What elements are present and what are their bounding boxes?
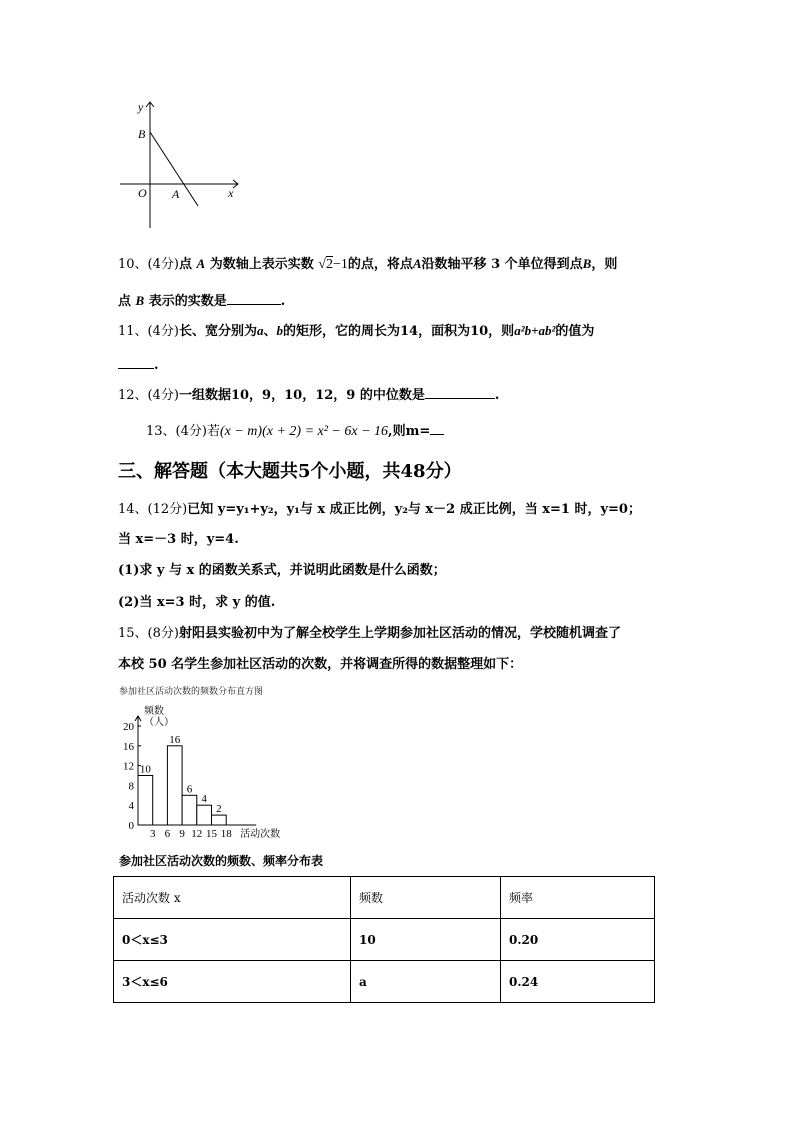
x-tick-label: 15 <box>206 828 217 840</box>
table-cell: 0.24 <box>501 961 655 1003</box>
table-cell: 0＜x≤3 <box>114 919 351 961</box>
table-row <box>114 961 655 1003</box>
y-tick-label: 20 <box>123 721 134 733</box>
frequency-histogram <box>115 700 325 845</box>
histogram-bar <box>197 805 212 825</box>
equation: (x − m)(x + 2) = x² − 6x − 16 <box>219 424 389 439</box>
x-tick-label: 18 <box>220 828 232 840</box>
question-14-part2: (2)当 x=3 时，求 y 的值. <box>118 595 276 610</box>
answer-blank-13[interactable] <box>430 422 444 435</box>
y-tick-label: 4 <box>128 800 134 813</box>
point-b-label: B <box>138 127 146 141</box>
bar-value-label: 4 <box>201 793 207 806</box>
y-tick-label: 16 <box>123 740 134 753</box>
x-tick-label: 6 <box>164 828 171 840</box>
bar-value-label: 6 <box>186 783 193 796</box>
bar-value-label: 10 <box>139 763 151 776</box>
question-10-line1: 10、(4分)点 A 为数轴上表示实数 √2−1的点，将点A沿数轴平移 3 个单位得到点B，则 <box>118 256 618 272</box>
header-cell: 活动次数 x <box>114 877 351 919</box>
question-12: 12、(4分)一组数据10，9，10，12，9 的中位数是 . <box>118 388 500 403</box>
histogram-bar <box>138 776 153 826</box>
table-cell: a <box>351 961 501 1003</box>
sqrt-expression: √2−1 <box>318 257 348 272</box>
point-a-label: A <box>172 187 180 201</box>
y-axis-label: y <box>138 100 144 114</box>
table-caption: 参加社区活动次数的频数、频率分布表 <box>119 854 324 868</box>
y-tick-label: 0 <box>128 820 134 832</box>
y-tick-label: 12 <box>123 760 134 773</box>
answer-blank-10[interactable] <box>227 292 281 305</box>
x-tick-label: 12 <box>191 828 203 840</box>
question-13: 13、(4分)若(x − m)(x + 2) = x² − 6x − 16,则m= <box>146 422 444 440</box>
question-15-line1: 15、(8分)射阳县实验初中为了解全校学生上学期参加社区活动的情况，学校随机调查了 <box>118 626 621 641</box>
table-header-row <box>114 877 655 919</box>
histogram-bar <box>182 795 197 825</box>
table-cell: 0.20 <box>501 919 655 961</box>
question-11-line2: . <box>118 356 159 374</box>
frequency-table <box>113 876 655 1003</box>
answer-blank-11[interactable] <box>118 356 154 369</box>
table-cell: 10 <box>351 919 501 961</box>
x-tick-label: 3 <box>149 828 156 840</box>
table-row <box>114 919 655 961</box>
x-tick-label: 9 <box>179 828 185 840</box>
origin-label: O <box>138 186 147 200</box>
histogram-title: 参加社区活动次数的频数分布直方图 <box>119 686 264 696</box>
question-14-part1: (1)求 y 与 x 的函数关系式，并说明此函数是什么函数； <box>118 563 446 578</box>
header-cell: 频数 <box>351 877 501 919</box>
question-10-line2: 点 B 表示的实数是 . <box>118 293 286 309</box>
x-axis-label: 活动次数 <box>240 829 281 840</box>
y-axis-label: 频数 <box>144 706 164 717</box>
coordinate-graph <box>110 98 245 233</box>
answer-blank-12[interactable] <box>425 386 495 399</box>
question-15-line2: 本校 50 名学生参加社区活动的次数，并将调查所得的数据整理如下： <box>118 657 523 672</box>
bar-value-label: 16 <box>169 733 181 746</box>
bar-value-label: 2 <box>216 803 222 816</box>
y-tick-label: 8 <box>128 780 134 793</box>
section-heading: 三、解答题（本大题共5个小题，共48分） <box>118 461 462 482</box>
question-11-line1: 11、(4分)长、宽分别为a、b的矩形，它的周长为14，面积为10，则a²b+ab²的值为 <box>118 323 595 339</box>
y-axis-label: （人） <box>144 717 174 728</box>
question-14-line1: 14、(12分)已知 y=y₁+y₂，y₁与 x 成正比例，y₂与 x－2 成正比例，当 x=1 时，y=0； <box>118 502 641 517</box>
header-cell: 频率 <box>501 877 655 919</box>
table-cell: 3＜x≤6 <box>114 961 351 1003</box>
histogram-bar <box>212 815 227 825</box>
histogram-bar <box>167 746 182 825</box>
x-axis-label: x <box>228 186 234 200</box>
question-14-line2: 当 x=－3 时，y=4. <box>118 532 239 547</box>
